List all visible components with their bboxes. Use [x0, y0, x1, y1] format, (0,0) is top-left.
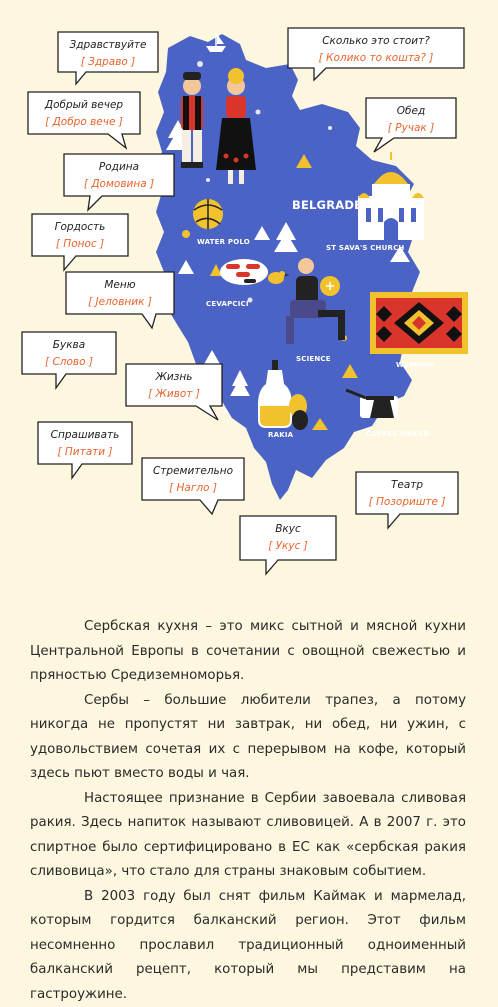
- map-label-weaving: WEAVING: [396, 361, 434, 369]
- map-label-coffee-maker: COFFEE MAKER: [366, 430, 429, 438]
- article-body: [30, 615, 466, 1007]
- weaving-rug-illustration: [370, 292, 468, 354]
- phrase-bubble-naglo: [140, 456, 246, 502]
- paragraph-cuisine: Сербская кухня – это микс сытной и мясной кухни Центральной Европы в сочетании с овощной свежестью и пряностью Средиземноморья.: [30, 615, 466, 689]
- map-label-belgrade: BELGRADE: [292, 198, 362, 212]
- bubble-russian-text: Родина: [62, 161, 176, 173]
- phrase-bubble-zdravo: [56, 30, 160, 74]
- bubble-serbian-text: [ Ручак ]: [364, 122, 458, 134]
- bubble-serbian-text: [ Понос ]: [30, 238, 130, 250]
- bubble-russian-text: Вкус: [238, 523, 338, 535]
- speech-bubble-shape: [30, 212, 130, 258]
- paragraph-rakia: Настоящее признание в Сербии завоевала сливовая ракия. Здесь напиток называют сливовицей. А в 2007 г. это спиртное было сертифицировано в ЕС как «сербская ракия сливовица», что стало для страны знаковым событием.: [30, 787, 466, 885]
- bubble-russian-text: Меню: [64, 279, 176, 291]
- speech-bubble-shape: [64, 270, 176, 316]
- bubble-russian-text: Сколько это стоит?: [286, 35, 466, 47]
- phrase-bubble-zhivot: [124, 362, 224, 408]
- bubble-serbian-text: [ Домовина ]: [62, 178, 176, 190]
- cevapcici-plate-illustration: [220, 259, 268, 285]
- bubble-serbian-text: [ Слово ]: [20, 356, 118, 368]
- speech-bubble-shape: [124, 362, 224, 408]
- bubble-serbian-text: [ Укус ]: [238, 540, 338, 552]
- bubble-serbian-text: [ Јеловник ]: [64, 296, 176, 308]
- speech-bubble-shape: [238, 514, 338, 562]
- bubble-russian-text: Спрашивать: [36, 429, 134, 441]
- phrase-bubble-koliko-to-koshta: [286, 26, 466, 70]
- bubble-serbian-text: [ Нагло ]: [140, 482, 246, 494]
- map-label-rakia: RAKIA: [268, 431, 293, 439]
- bubble-serbian-text: [ Питати ]: [36, 446, 134, 458]
- phrase-bubble-pitati: [36, 420, 134, 466]
- speech-bubble-shape: [20, 330, 118, 376]
- bubble-serbian-text: [ Живот ]: [124, 388, 224, 400]
- bubble-russian-text: Жизнь: [124, 371, 224, 383]
- phrase-bubble-pozorishte: [354, 470, 460, 516]
- bubble-serbian-text: [ Здраво ]: [56, 56, 160, 68]
- phrase-bubble-dobro-veche: [26, 90, 142, 136]
- bubble-serbian-text: [ Добро вече ]: [26, 116, 142, 128]
- bubble-russian-text: Буква: [20, 339, 118, 351]
- phrase-bubble-domovina: [62, 152, 176, 198]
- paragraph-film: В 2003 году был снят фильм Каймак и мармелад, которым гордится балканский регион. Этот фильм несомненно прославил традиционный одноименный балканский рецепт, который мы представим на гастроужине.: [30, 885, 466, 1007]
- speech-bubble-shape: [140, 456, 246, 502]
- map-label-water-polo: WATER POLO: [197, 238, 250, 246]
- bubble-russian-text: Гордость: [30, 221, 130, 233]
- map-label-science: SCIENCE: [296, 355, 331, 363]
- phrase-bubble-ponos: [30, 212, 130, 258]
- map-label-cevapcici: CEVAPCICI: [206, 300, 249, 308]
- phrase-bubble-jelovnik: [64, 270, 176, 316]
- bubble-serbian-text: [ Колико то кошта? ]: [286, 52, 466, 64]
- speech-bubble-shape: [62, 152, 176, 198]
- bubble-russian-text: Театр: [354, 479, 460, 491]
- speech-bubble-shape: [36, 420, 134, 466]
- phrase-bubble-ruchak: [364, 96, 458, 140]
- bubble-russian-text: Стремительно: [140, 465, 246, 477]
- phrase-bubble-ukus: [238, 514, 338, 562]
- bubble-russian-text: Добрый вечер: [26, 99, 142, 111]
- water-polo-ball-icon: [193, 199, 223, 229]
- bubble-russian-text: Здравствуйте: [56, 39, 160, 51]
- map-label-st-sava-church: ST SAVA'S CHURCH: [326, 244, 404, 252]
- bubble-russian-text: Обед: [364, 105, 458, 117]
- bubble-serbian-text: [ Позориште ]: [354, 496, 460, 508]
- paragraph-meals: Сербы – большие любители трапез, а потому никогда не пропустят ни завтрак, ни обед, ни ужин, с удовольствием сочетая их с перерывом на кофе, который здесь пьют вместо воды и чая.: [30, 689, 466, 787]
- speech-bubble-shape: [354, 470, 460, 516]
- phrase-bubble-slovo: [20, 330, 118, 376]
- speech-bubble-shape: [26, 90, 142, 136]
